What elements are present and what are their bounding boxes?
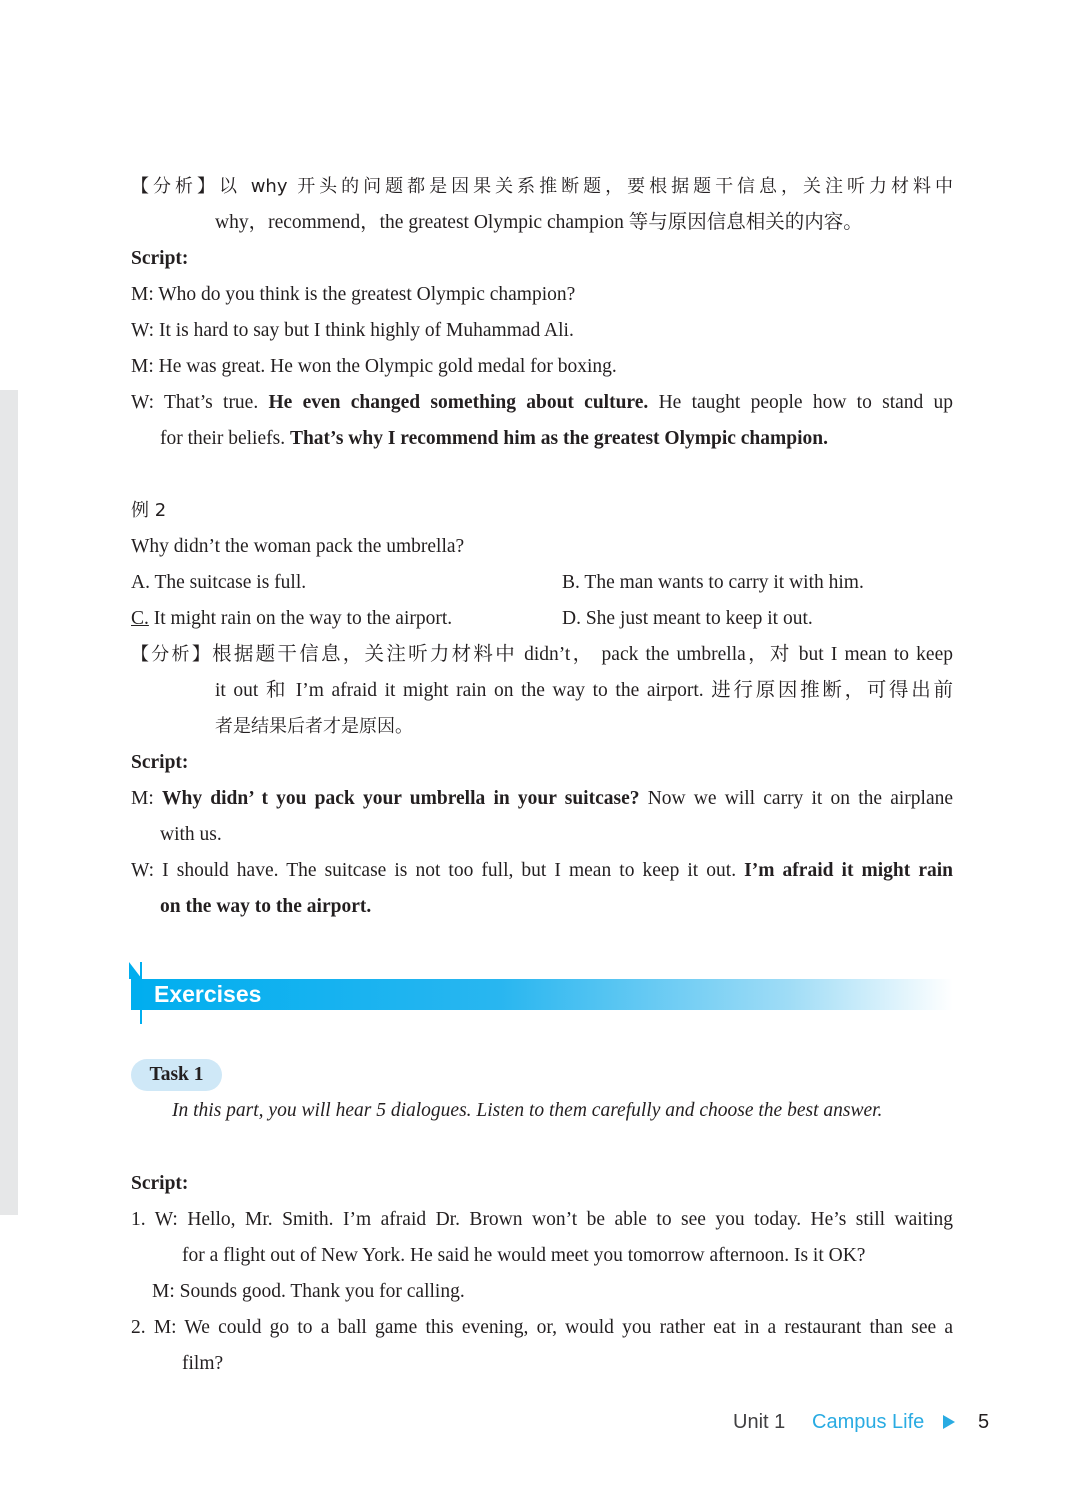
option-c <box>131 607 452 631</box>
script-line: with us. <box>160 824 222 845</box>
script-bold-text: Why didn’ t you pack your umbrella in your suitcase? <box>161 788 640 809</box>
analysis-1-line-1 <box>131 175 953 199</box>
script-line: 1. W: Hello, Mr. Smith. I’m afraid Dr. Brown won’t be able to see you today. He’s still waiting <box>131 1209 953 1230</box>
script-line: M: Who do you think is the greatest Olympic champion? <box>131 284 576 305</box>
script-heading: Script: <box>131 248 189 269</box>
task-instruction: In this part, you will hear 5 dialogues. Listen to them carefully and choose the best answer. <box>172 1100 883 1121</box>
analysis-text: 以 why 开头的问题都是因果关系推断题，要根据题干信息，关注听力材料中 <box>218 176 953 197</box>
page-number: 5 <box>978 1411 990 1433</box>
banner-accent-triangle <box>129 962 142 979</box>
answer-marker: C. <box>131 608 149 629</box>
script-bold-text: I’m afraid it might rain <box>744 860 953 881</box>
script-line: 2. M: We could go to a ball game this evening, or, would you rather eat in a restaurant than see a <box>131 1317 953 1338</box>
analysis-1-line-2: why，recommend，the greatest Olympic champion 等与原因信息相关的内容。 <box>215 212 863 233</box>
script-line: M: Sounds good. Thank you for calling. <box>152 1281 465 1302</box>
option-text: It might rain on the way to the airport. <box>153 608 453 629</box>
analysis-2-line-2: it out 和 I’m afraid it might rain on the way to the airport. 进行原因推断，可得出前 <box>215 680 953 701</box>
option-a: A. The suitcase is full. <box>131 572 307 593</box>
exercises-title: Exercises <box>154 981 262 1007</box>
analysis-2-line-3: 者是结果后者才是原因。 <box>215 716 413 737</box>
script-heading: Script: <box>131 1173 189 1194</box>
script-heading: Script: <box>131 752 189 773</box>
script-bold-text: on the way to the airport. <box>160 896 372 917</box>
script-line <box>160 427 953 451</box>
option-b: B. The man wants to carry it with him. <box>562 572 864 593</box>
script-bold-text: That’s why I recommend him as the greatest Olympic champion. <box>289 428 828 449</box>
analysis-label: 【分析】 <box>131 176 219 197</box>
script-text: He taught people how to stand up <box>658 392 954 413</box>
script-bold-text: He even changed something about culture. <box>268 392 649 413</box>
script-line <box>131 787 953 811</box>
speaker: M: <box>131 788 154 809</box>
option-d: D. She just meant to keep it out. <box>562 608 813 629</box>
script-text: for their beliefs. <box>160 428 286 449</box>
script-text: W: That’s true. <box>131 392 259 413</box>
task-label: Task 1 <box>131 1059 222 1091</box>
script-line <box>131 391 953 415</box>
play-arrow-icon <box>943 1415 955 1429</box>
side-margin-bar <box>0 390 18 1215</box>
script-line <box>131 859 953 883</box>
footer-unit: Unit 1 <box>733 1411 786 1433</box>
script-line: for a flight out of New York. He said he would meet you tomorrow afternoon. Is it OK? <box>182 1245 866 1266</box>
script-line: film? <box>182 1353 224 1374</box>
script-text: Now we will carry it on the airplane <box>647 788 954 809</box>
footer-title: Campus Life <box>812 1411 925 1433</box>
script-line: W: It is hard to say but I think highly of Muhammad Ali. <box>131 320 574 341</box>
script-text: W: I should have. The suitcase is not too full, but I mean to keep it out. <box>131 860 737 881</box>
example-question: Why didn’t the woman pack the umbrella? <box>131 536 465 557</box>
script-line: M: He was great. He won the Olympic gold medal for boxing. <box>131 356 617 377</box>
analysis-text: 根据题干信息，关注听力材料中 didn’t， pack the umbrella，对 but I mean to keep <box>212 644 953 665</box>
analysis-2-line-1 <box>131 643 953 667</box>
analysis-label: 【分析】 <box>131 644 213 665</box>
example-label: 例 2 <box>131 500 167 521</box>
